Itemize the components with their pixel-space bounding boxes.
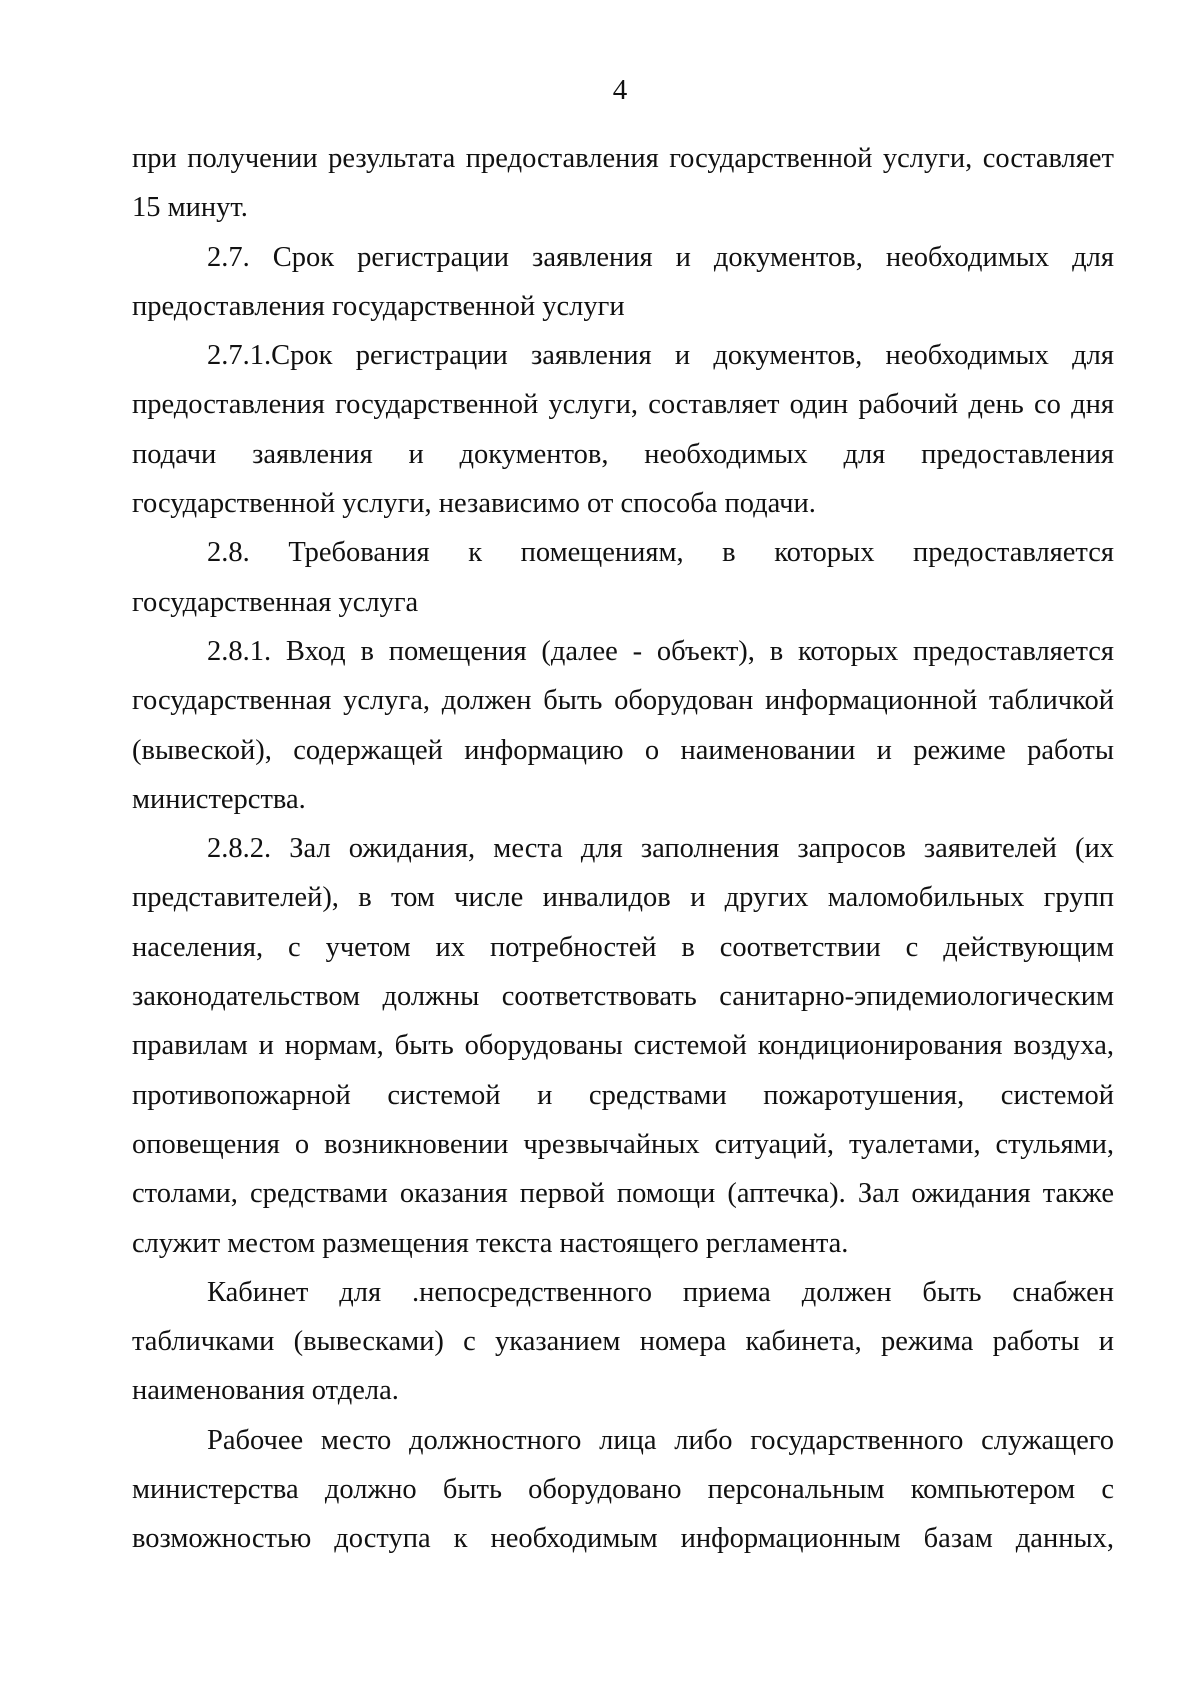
paragraph: Рабочее место должностного лица либо государственного служащего министерства должно быть оборудовано персональным компьютером с возможностью доступа к необходимым информационным базам данных, (132, 1424, 1114, 1555)
paragraph: Кабинет для .непосредственного приема должен быть снабжен табличками (вывесками) с указанием номера кабинета, режима работы и наименования отдела. (132, 1276, 1114, 1407)
paragraph: 2.8.2. Зал ожидания, места для заполнения запросов заявителей (их представителей), в том числе инвалидов и других маломобильных групп населения, с учетом их потребностей в соответствии с действующим законодательством должны соответствовать санитарно-эпидемиологическим правилам и нормам, быть оборудованы системой кондиционирования воздуха, противопожарной системой и средствами пожаротушения, системой оповещения о возникновении чрезвычайных ситуаций, туалетами, стульями, столами, средствами оказания первой помощи (аптечка). Зал ожидания также служит местом размещения текста настоящего регламента. (132, 833, 1114, 1259)
section-heading: 2.8. Требования к помещениям, в которых предоставляется государственная услуга (132, 537, 1114, 618)
page-number: 4 (612, 74, 628, 106)
document-body (132, 134, 1114, 1564)
paragraph: 2.7.1.Срок регистрации заявления и документов, необходимых для предоставления государственной услуги, составляет один рабочий день со дня подачи заявления и документов, необходимых для предоставления государственной услуги, независимо от способа подачи. (132, 340, 1114, 520)
section-heading: 2.7. Срок регистрации заявления и документов, необходимых для предоставления государственной услуги (132, 241, 1114, 322)
paragraph: 2.8.1. Вход в помещения (далее - объект), в которых предоставляется государственная услуга, должен быть оборудован информационной табличкой (вывеской), содержащей информацию о наименовании и режиме работы министерства. (132, 635, 1114, 815)
paragraph: при получении результата предоставления государственной услуги, составляет 15 минут. (132, 143, 1114, 224)
